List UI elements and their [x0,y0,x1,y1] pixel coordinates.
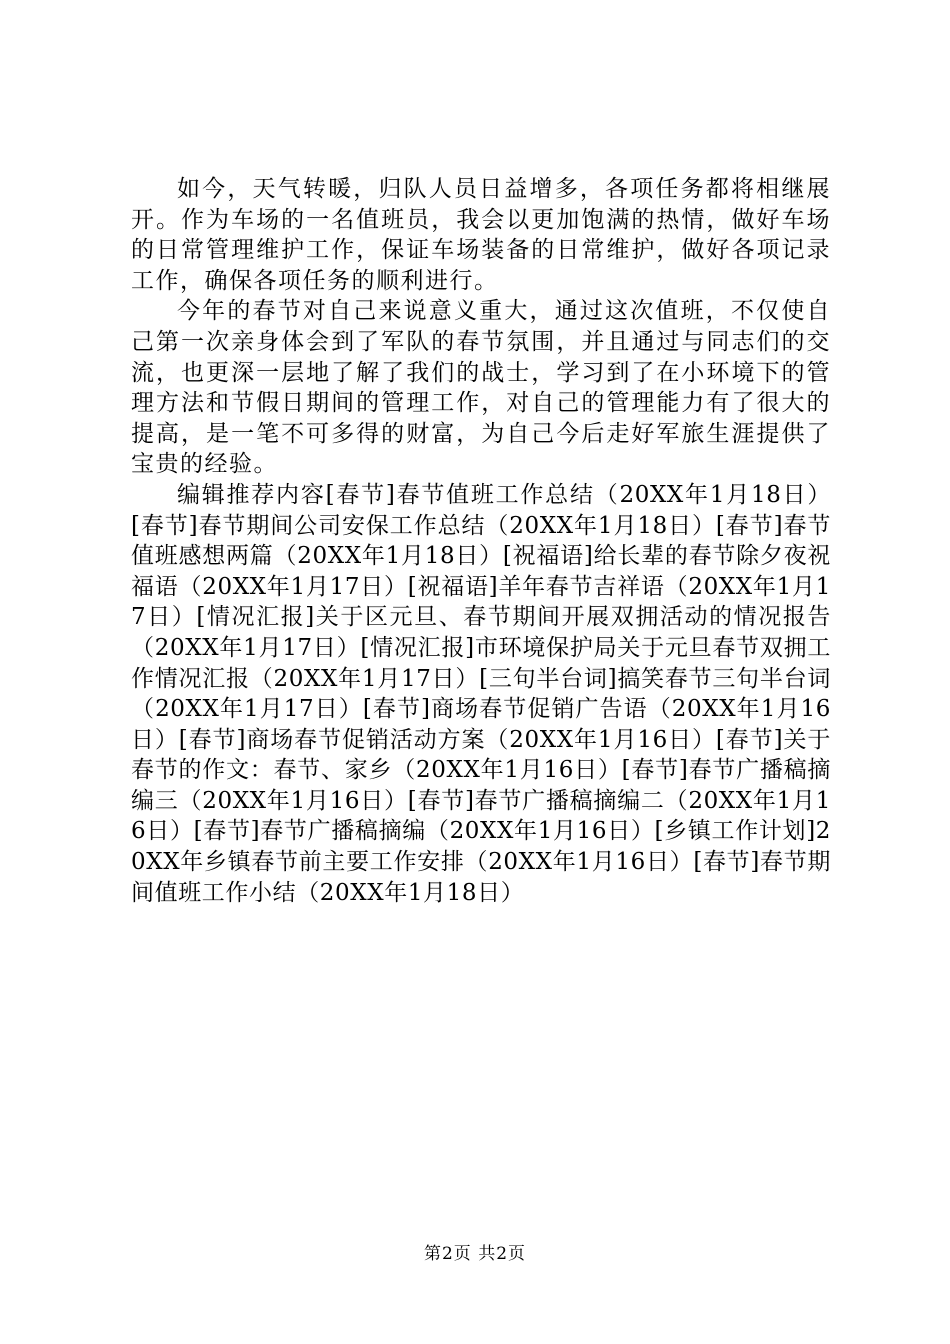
paragraph-duty-plan: 如今，天气转暖，归队人员日益增多，各项任务都将相继展开。作为车场的一名值班员，我会以更加饱满的热情，做好车场的日常管理维护工作，保证车场装备的日常维护，做好各项记录工作，确保各项任务的顺利进行。 [131,176,831,294]
document-body [131,174,831,908]
page-number-footer: 第2页 共2页 [423,1244,527,1264]
paragraph-reflection: 今年的春节对自己来说意义重大，通过这次值班，不仅使自己第一次亲身体会到了军队的春节氛围，并且通过与同志们的交流，也更深一层地了解了我们的战士，学习到了在小环境下的管理方法和节假日期间的管理工作，对自己的管理能力有了很大的提高，是一笔不可多得的财富，为自己今后走好军旅生涯提供了宝贵的经验。 [131,298,831,478]
related-articles-list: 编辑推荐内容[春节]春节值班工作总结（20XX年1月18日）[春节]春节期间公司安保工作总结（20XX年1月18日）[春节]春节值班感想两篇（20XX年1月18日）[祝福语]给长辈的春节除夕夜祝福语（20XX年1月17日）[祝福语]羊年春节吉祥语（20XX年1月17日）[情况汇报]关于区元旦、春节期间开展双拥活动的情况报告（20XX年1月17日）[情况汇报]市环境保护局关于元旦春节双拥工作情况汇报（20XX年1月17日）[三句半台词]搞笑春节三句半台词（20XX年1月17日）[春节]商场春节促销广告语（20XX年1月16日）[春节]商场春节促销活动方案（20XX年1月16日）[春节]关于春节的作文：春节、家乡（20XX年1月16日）[春节]春节广播稿摘编三（20XX年1月16日）[春节]春节广播稿摘编二（20XX年1月16日）[春节]春节广播稿摘编（20XX年1月16日）[乡镇工作计划]20XX年乡镇春节前主要工作安排（20XX年1月16日）[春节]春节期间值班工作小结（20XX年1月18日） [131,481,831,906]
